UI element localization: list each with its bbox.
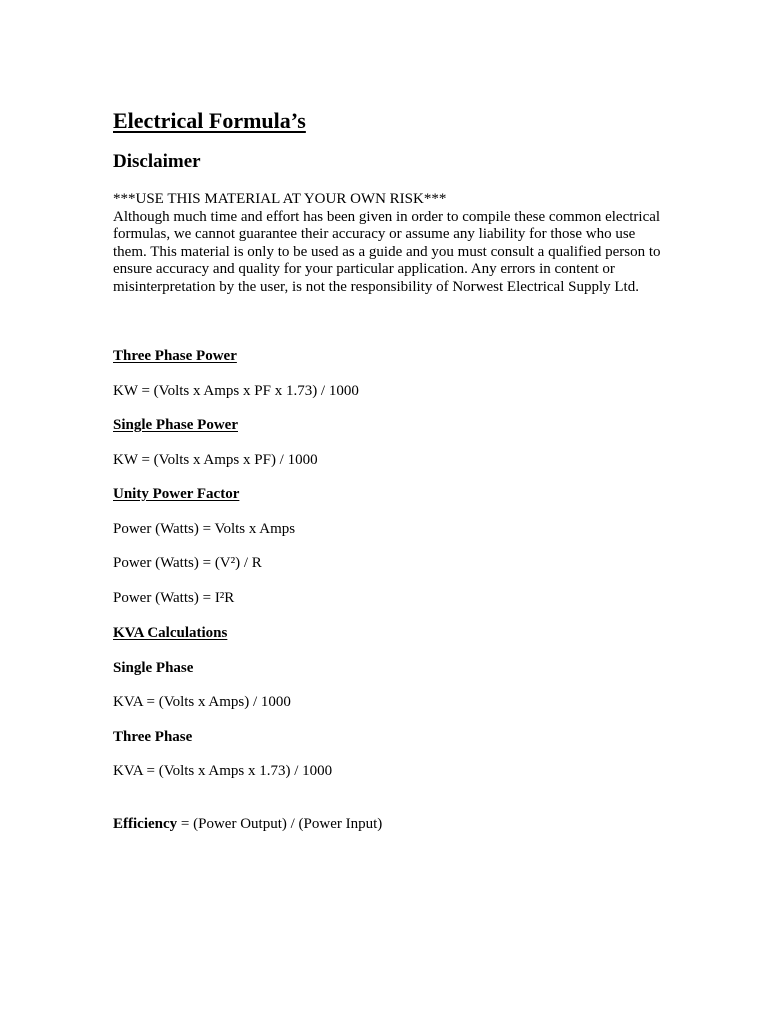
three-phase-power-formula: KW = (Volts x Amps x PF x 1.73) / 1000 — [113, 383, 359, 399]
single-phase-power-formula: KW = (Volts x Amps x PF) / 1000 — [113, 452, 318, 468]
unity-power-formula-1: Power (Watts) = Volts x Amps — [113, 521, 296, 537]
disclaimer-warning: ***USE THIS MATERIAL AT YOUR OWN RISK*** — [113, 191, 447, 207]
efficiency-formula: = (Power Output) / (Power Input) — [177, 816, 383, 832]
efficiency-line — [113, 814, 382, 834]
kva-single-phase-formula: KVA = (Volts x Amps) / 1000 — [113, 694, 291, 710]
disclaimer-heading: Disclaimer — [113, 151, 201, 172]
kva-calculations-heading: KVA Calculations — [113, 625, 228, 641]
disclaimer-body — [113, 191, 663, 296]
disclaimer-text: Although much time and effort has been given in order to compile these common electrical formulas, we cannot guarantee their accuracy or assume any liability for those who use them. This material is only to be used as a guide and you must consult a qualified person to ensure accuracy and quality for your particular application. Any errors in content or misinterpretation by the user, is not the responsibility of Norwest Electrical Supply Ltd. — [113, 208, 661, 295]
unity-power-factor-heading: Unity Power Factor — [113, 486, 240, 502]
three-phase-power-heading: Three Phase Power — [113, 348, 237, 364]
unity-power-formula-2: Power (Watts) = (V²) / R — [113, 555, 262, 571]
kva-single-phase-heading: Single Phase — [113, 660, 194, 676]
unity-power-formula-3: Power (Watts) = I²R — [113, 590, 235, 606]
page-title: Electrical Formula’s — [113, 108, 306, 133]
single-phase-power-heading: Single Phase Power — [113, 417, 238, 433]
kva-three-phase-formula: KVA = (Volts x Amps x 1.73) / 1000 — [113, 763, 333, 779]
kva-three-phase-heading: Three Phase — [113, 729, 193, 745]
efficiency-label: Efficiency — [113, 816, 178, 832]
